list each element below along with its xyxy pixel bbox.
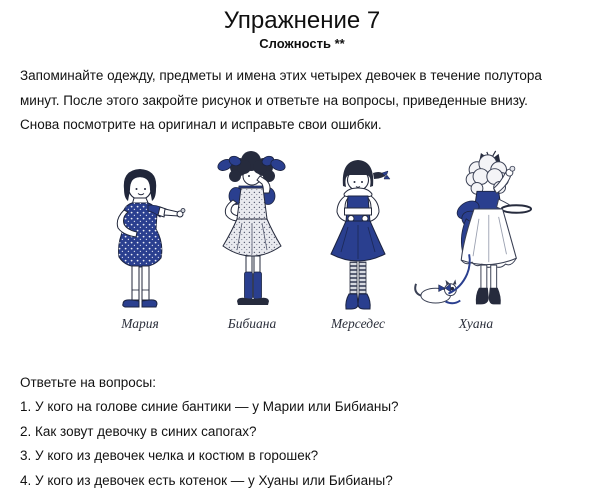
- figure-label-maria: Мария: [121, 316, 159, 331]
- figure-juana: [401, 150, 551, 333]
- girls-illustration-row: [0, 150, 604, 338]
- figure-bibiana: [197, 150, 307, 333]
- instructions-line-3: Снова посмотрите на оригинал и исправьте свои ошибки.: [20, 117, 382, 132]
- questions-section: [20, 371, 590, 493]
- figure-label-juana: Хуана: [458, 316, 494, 332]
- question-1: 1. У кого на голове синие бантики — у Марии или Бибианы?: [20, 399, 399, 415]
- kitten-icon: [415, 254, 470, 303]
- instructions-line-1: Запоминайте одежду, предметы и имена этих четырех девочек в течение полутора: [20, 68, 542, 83]
- girl-in-blue-polka-dot-romper-icon: [94, 163, 186, 313]
- page-title: Упражнение 7: [223, 7, 381, 34]
- girl-with-plate-and-kitten-icon: [411, 150, 541, 313]
- instructions-paragraph: [20, 64, 590, 138]
- question-3: 3. У кого из девочек челка и костюм в горошек?: [20, 448, 319, 464]
- girl-with-blue-hair-bows-speckled-dress-icon: [208, 151, 296, 313]
- question-2: 2. Как зовут девочку в синих сапогах?: [20, 423, 257, 439]
- instructions-line-2: минут. После этого закройте рисунок и ответьте на вопросы, приведенные внизу.: [20, 92, 528, 108]
- figure-maria: [85, 150, 195, 333]
- figure-mercedes: [303, 150, 413, 333]
- questions-heading: Ответьте на вопросы:: [20, 375, 156, 390]
- figure-label-bibiana: Бибиана: [227, 316, 277, 331]
- figure-label-mercedes: Мерседес: [330, 316, 386, 331]
- question-4: 4. У кого из девочек есть котенок — у Хуаны или Бибианы?: [20, 472, 393, 488]
- difficulty-label: Сложность **: [259, 36, 345, 51]
- girl-with-bangs-blue-dress-and-boots-icon: [318, 155, 398, 313]
